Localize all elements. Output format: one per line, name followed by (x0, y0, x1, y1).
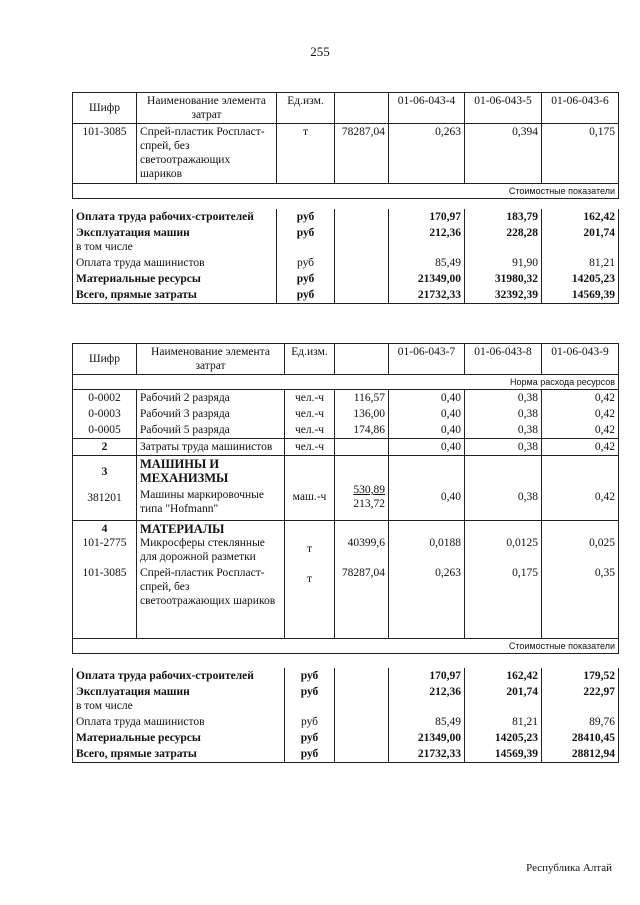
cost-v2: 91,90 (465, 255, 542, 271)
cost-v3: 222,97 (542, 684, 619, 714)
cost-v1: 170,97 (389, 668, 465, 684)
cost-v1: 170,97 (389, 209, 465, 225)
cost-band (73, 184, 619, 199)
cost-v1: 21349,00 (389, 271, 465, 287)
footer-region: Республика Алтай (526, 862, 612, 874)
table-header-row (73, 93, 619, 124)
row-v3: 0,42 (542, 390, 619, 407)
cost-unit: руб (277, 225, 335, 255)
cost-unit: руб (277, 287, 335, 304)
materials-v1: 0,0188 0,263 (389, 521, 465, 639)
header-unit: Ед.изм. (285, 344, 335, 375)
materials-v2: 0,0125 0,175 (465, 521, 542, 639)
row-unit: чел.-ч (285, 422, 335, 439)
cost-band (73, 639, 619, 654)
cost-name: Оплата труда рабочих-строителей (73, 668, 285, 684)
row-name: Спрей-пластик Роспласт-спрей, без светоотражающих шариков (140, 567, 276, 607)
section-code: 4 (101, 523, 108, 535)
row-v2: 0,394 (465, 124, 542, 184)
row-code: 101-3085 (73, 124, 137, 184)
cost-row (73, 684, 619, 714)
header-col-2: 01-06-043-5 (465, 93, 542, 124)
norm-table-1 (72, 92, 619, 199)
row-v2: 0,38 (465, 422, 542, 439)
section-code: 3 (101, 466, 108, 478)
cost-v3: 81,21 (542, 255, 619, 271)
cost-v2: 162,42 (465, 668, 542, 684)
norm-table-2 (72, 343, 619, 654)
table-row (73, 390, 619, 407)
cost-v1: 21732,33 (389, 287, 465, 304)
row-v1: 0,263 (389, 124, 465, 184)
table-row (73, 439, 619, 456)
cost-band-label: Стоимостные показатели (73, 639, 619, 654)
row-unit: чел.-ч (285, 439, 335, 456)
cost-v2: 14569,39 (465, 746, 542, 763)
cost-unit: руб (277, 209, 335, 225)
cost-row (73, 271, 619, 287)
table-row (73, 456, 619, 521)
row-price: 136,00 (335, 406, 389, 422)
cost-table-2 (72, 668, 619, 763)
row-code: 101-2775 (82, 537, 127, 549)
cost-row (73, 287, 619, 304)
row-code: 2 (73, 439, 137, 456)
cost-v2: 32392,39 (465, 287, 542, 304)
row-name: Микросферы стеклянные для дорожной разметки (140, 537, 265, 563)
row-v2: 0,38 (465, 439, 542, 456)
row-v3: 0,42 (542, 439, 619, 456)
row-name: Затраты труда машинистов (137, 439, 285, 456)
row-code: 101-3085 (82, 567, 127, 579)
table-row (73, 422, 619, 439)
cost-v2: 183,79 (465, 209, 542, 225)
header-col-3: 01-06-043-9 (542, 344, 619, 375)
row-code: 0-0002 (73, 390, 137, 407)
cost-v2: 31980,32 (465, 271, 542, 287)
section-name: МАШИНЫ И МЕХАНИЗМЫ (140, 457, 229, 485)
header-price (335, 93, 389, 124)
machines-name (137, 456, 285, 521)
cost-v3: 14205,23 (542, 271, 619, 287)
norm-band-label: Норма расхода ресурсов (73, 375, 619, 390)
cost-unit: руб (285, 730, 335, 746)
cost-name: Всего, прямые затраты (73, 287, 277, 304)
cost-v1: 212,36 (389, 684, 465, 714)
cost-v3: 28812,94 (542, 746, 619, 763)
machines-price: 530,89 213,72 (335, 456, 389, 521)
cost-v1: 212,36 (389, 225, 465, 255)
materials-price: 40399,6 78287,04 (335, 521, 389, 639)
cost-name: Оплата труда машинистов (73, 714, 285, 730)
row-v1: 0,40 (389, 406, 465, 422)
cost-row (73, 668, 619, 684)
cost-v2: 14205,23 (465, 730, 542, 746)
row-v1: 0,40 (389, 422, 465, 439)
cost-table-1 (72, 209, 619, 304)
row-v3: 0,175 (542, 124, 619, 184)
cost-row (73, 746, 619, 763)
row-unit: чел.-ч (285, 390, 335, 407)
cost-name: Материальные ресурсы (73, 730, 285, 746)
cost-v1: 21349,00 (389, 730, 465, 746)
cost-v3: 201,74 (542, 225, 619, 255)
header-code: Шифр (73, 344, 137, 375)
cost-name: Оплата труда машинистов (73, 255, 277, 271)
cost-row (73, 209, 619, 225)
norm-band (73, 375, 619, 390)
row-price: 78287,04 (335, 124, 389, 184)
cost-band-label: Стоимостные показатели (73, 184, 619, 199)
machines-code (73, 456, 137, 521)
row-price: 174,86 (335, 422, 389, 439)
cost-v3: 162,42 (542, 209, 619, 225)
table-row (73, 124, 619, 184)
header-col-3: 01-06-043-6 (542, 93, 619, 124)
header-code: Шифр (73, 93, 137, 124)
row-v2: 0,38 (465, 456, 542, 521)
header-price (335, 344, 389, 375)
cost-unit: руб (277, 255, 335, 271)
row-v2: 0,38 (465, 390, 542, 407)
row-v3: 0,42 (542, 406, 619, 422)
cost-v3: 179,52 (542, 668, 619, 684)
cost-unit: руб (285, 746, 335, 763)
cost-name: Материальные ресурсы (73, 271, 277, 287)
materials-code (73, 521, 137, 639)
row-code: 0-0005 (73, 422, 137, 439)
cost-unit: руб (277, 271, 335, 287)
page-number: 255 (310, 44, 330, 59)
row-name: Рабочий 2 разряда (137, 390, 285, 407)
header-name: Наименование элемента затрат (137, 93, 277, 124)
row-code: 0-0003 (73, 406, 137, 422)
row-unit: т (277, 124, 335, 184)
cost-v3: 89,76 (542, 714, 619, 730)
cost-unit: руб (285, 714, 335, 730)
row-v1: 0,40 (389, 456, 465, 521)
cost-row (73, 225, 619, 255)
machines-unit: маш.-ч (285, 456, 335, 521)
cost-v2: 81,21 (465, 714, 542, 730)
row-name: Рабочий 5 разряда (137, 422, 285, 439)
header-col-2: 01-06-043-8 (465, 344, 542, 375)
row-v1: 0,40 (389, 439, 465, 456)
cost-v3: 28410,45 (542, 730, 619, 746)
cost-name: Всего, прямые затраты (73, 746, 285, 763)
row-name: Спрей-пластик Роспласт-спрей, без светоотражающих шариков (137, 124, 277, 184)
cost-row (73, 730, 619, 746)
row-v1: 0,40 (389, 390, 465, 407)
cost-v3: 14569,39 (542, 287, 619, 304)
materials-unit: т т (285, 521, 335, 639)
cost-v2: 228,28 (465, 225, 542, 255)
row-v3: 0,42 (542, 422, 619, 439)
cost-v1: 21732,33 (389, 746, 465, 763)
cost-name: Эксплуатация машин в том числе (73, 684, 285, 714)
cost-row (73, 255, 619, 271)
cost-unit: руб (285, 684, 335, 714)
row-name: Рабочий 3 разряда (137, 406, 285, 422)
cost-row (73, 714, 619, 730)
row-code: 381201 (87, 492, 122, 504)
row-price: 116,57 (335, 390, 389, 407)
cost-v1: 85,49 (389, 714, 465, 730)
cost-name: Оплата труда рабочих-строителей (73, 209, 277, 225)
table-row (73, 521, 619, 639)
row-name: Машины маркировочные типа "Hofmann" (140, 489, 264, 515)
header-unit: Ед.изм. (277, 93, 335, 124)
table-row (73, 406, 619, 422)
section-name: МАТЕРИАЛЫ (140, 522, 225, 536)
cost-v1: 85,49 (389, 255, 465, 271)
materials-v3: 0,025 0,35 (542, 521, 619, 639)
header-col-1: 01-06-043-7 (389, 344, 465, 375)
header-col-1: 01-06-043-4 (389, 93, 465, 124)
cost-v2: 201,74 (465, 684, 542, 714)
row-v2: 0,38 (465, 406, 542, 422)
header-name: Наименование элемента затрат (137, 344, 285, 375)
table-header-row (73, 344, 619, 375)
cost-unit: руб (285, 668, 335, 684)
materials-name (137, 521, 285, 639)
cost-name: Эксплуатация машин в том числе (73, 225, 277, 255)
row-v3: 0,42 (542, 456, 619, 521)
row-unit: чел.-ч (285, 406, 335, 422)
